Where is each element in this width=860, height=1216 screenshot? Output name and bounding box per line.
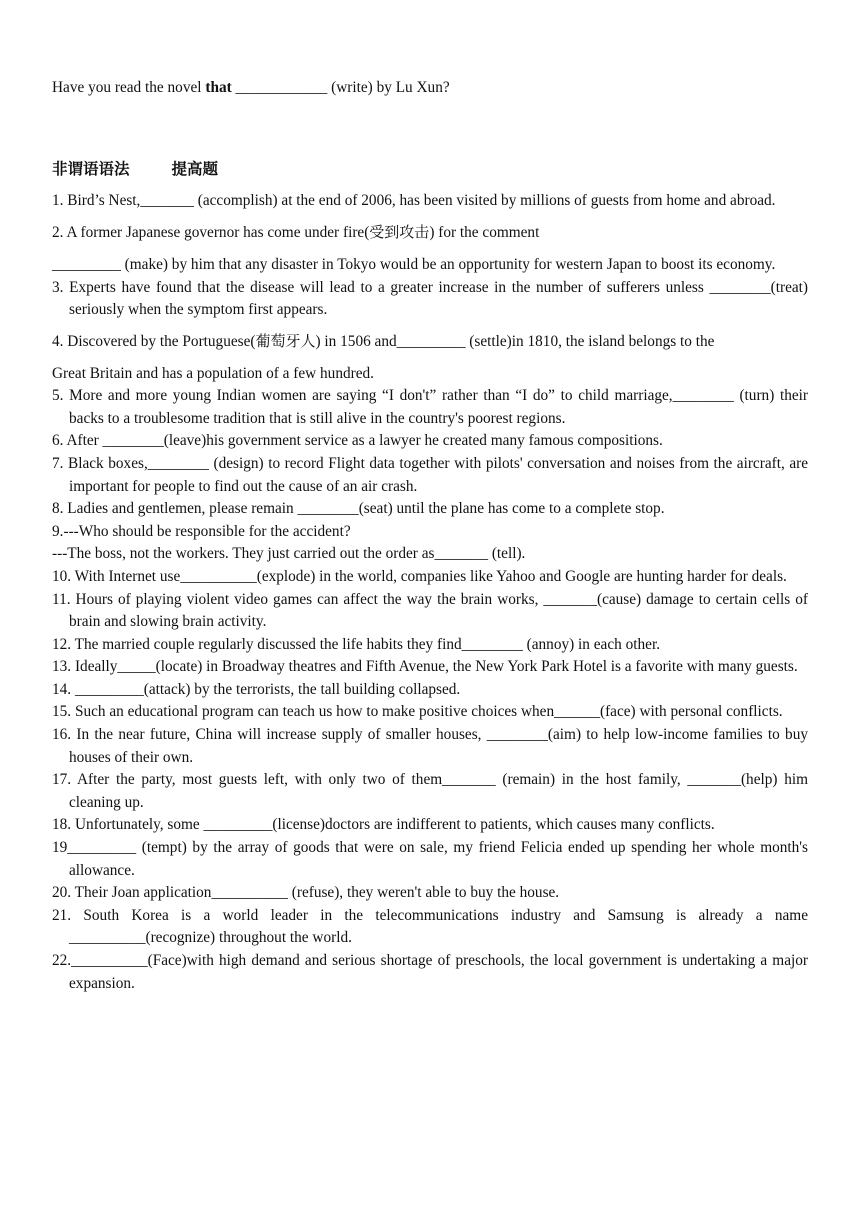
intro-bold-word: that: [205, 79, 232, 96]
heading-topic: 非谓语语法: [52, 160, 130, 178]
question-1: 1. Bird’s Nest,_______ (accomplish) at the end of 2006, has been visited by millions of guests from home and abroad.: [52, 192, 776, 209]
question-12: 12. The married couple regularly discussed the life habits they find________ (annoy) in each other.: [52, 635, 661, 653]
question-4: [52, 330, 808, 354]
question-8: 8. Ladies and gentlemen, please remain ________(seat) until the plane has come to a complete stop.: [52, 500, 665, 518]
question-4-text-b: ) in 1506 and_________ (settle)in 1810, the island belongs to the: [315, 332, 715, 350]
question-18: 18. Unfortunately, some _________(license)doctors are indifferent to patients, which causes many conflicts.: [52, 816, 715, 834]
question-4-continued: Great Britain and has a population of a few hundred.: [52, 364, 374, 382]
question-6: 6. After ________(leave)his government service as a lawyer he created many famous compositions.: [52, 432, 663, 450]
question-17: 17. After the party, most guests left, with only two of them_______ (remain) in the host family, _______(help) him cleaning up.: [52, 771, 808, 811]
intro-text-before: Have you read the novel: [52, 79, 206, 96]
question-22: 22.__________(Face)with high demand and serious shortage of preschools, the local government is undertaking a major expansion.: [52, 952, 808, 992]
question-3: 3. Experts have found that the disease will lead to a greater increase in the number of sufferers unless ________(treat) seriously when the symptom first appears.: [52, 278, 808, 319]
question-5: 5. More and more young Indian women are saying “I don't” rather than “I do” to child marriage,________ (turn) their backs to a troublesome tradition that is still alive in the country's poorest regions.: [52, 387, 808, 427]
question-21: 21. South Korea is a world leader in the telecommunications industry and Samsung is already a name __________(recognize) throughout the world.: [52, 906, 808, 947]
question-2-text-a: 2. A former Japanese governor has come under fire(: [52, 223, 370, 241]
question-14: 14. _________(attack) by the terrorists, the tall building collapsed.: [52, 680, 461, 698]
question-11: 11. Hours of playing violent video games can affect the way the brain works, _______(cause) damage to certain cells of brain and slowing brain activity.: [52, 590, 808, 631]
question-10: 10. With Internet use__________(explode) in the world, companies like Yahoo and Google are hunting harder for deals.: [52, 567, 787, 585]
question-2: [52, 221, 808, 245]
question-9: 9.---Who should be responsible for the accident?: [52, 522, 351, 540]
question-15: 15. Such an educational program can teach us how to make positive choices when______(face) with personal conflicts.: [52, 703, 783, 721]
question-9-answer: ---The boss, not the workers. They just carried out the order as_______ (tell).: [52, 545, 526, 563]
question-7: 7. Black boxes,________ (design) to record Flight data together with pilots' conversation and noises from the aircraft, are important for people to find out the cause of an air crash.: [52, 454, 808, 495]
question-2-text-b: ) for the comment: [429, 223, 540, 241]
question-4-text-a: 4. Discovered by the Portuguese(: [52, 332, 256, 350]
question-2-continued: _________ (make) by him that any disaster in Tokyo would be an opportunity for western Japan to boost its economy.: [52, 256, 776, 274]
section-heading: [52, 157, 218, 179]
question-13: 13. Ideally_____(locate) in Broadway theatres and Fifth Avenue, the New York Park Hotel is a favorite with many guests.: [52, 658, 798, 676]
question-16: 16. In the near future, China will increase supply of smaller houses, ________(aim) to help low-income families to buy houses of their own.: [52, 726, 808, 766]
heading-level: 提高题: [171, 160, 219, 178]
question-20: 20. Their Joan application__________ (refuse), they weren't able to buy the house.: [52, 884, 560, 902]
question-4-chinese-gloss: 葡萄牙人: [255, 331, 316, 350]
question-list: [52, 190, 808, 995]
intro-sentence: [52, 78, 450, 98]
question-2-chinese-gloss: 受到攻击: [369, 222, 430, 241]
question-19: 19_________ (tempt) by the array of goods that were on sale, my friend Felicia ended up spending her whole month's allowance.: [52, 839, 808, 879]
intro-text-after: ____________ (write) by Lu Xun?: [231, 79, 450, 96]
